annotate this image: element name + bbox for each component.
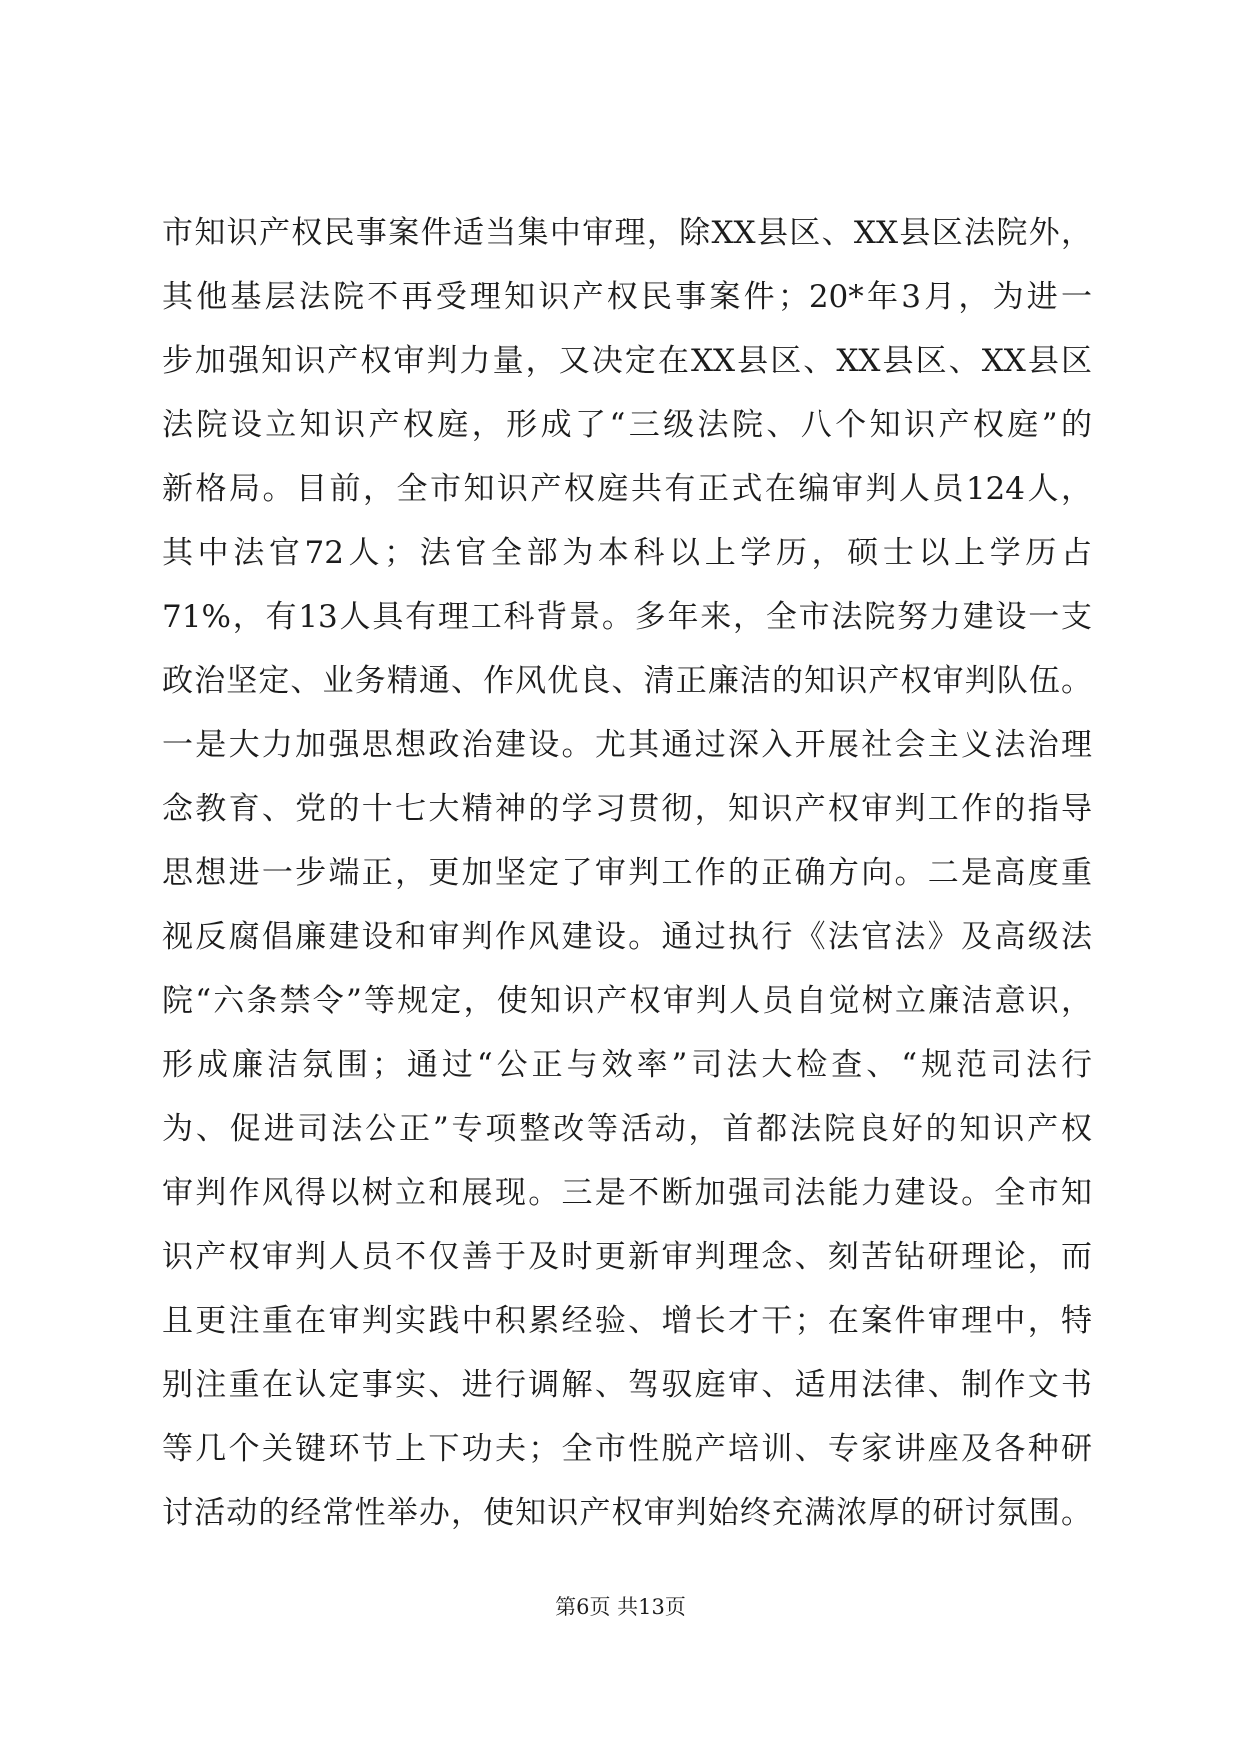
text-line: 识产权审判人员不仅善于及时更新审判理念、刻苦钻研理论，而 bbox=[162, 1239, 1092, 1275]
body-text bbox=[162, 201, 1092, 1545]
text-line: 政治坚定、业务精通、作风优良、清正廉洁的知识产权审判队伍。 bbox=[162, 663, 1092, 699]
text-line: 且更注重在审判实践中积累经验、增长才干；在案件审理中，特 bbox=[162, 1303, 1092, 1339]
text-line: 其他基层法院不再受理知识产权民事案件；20*年3月，为进一 bbox=[162, 279, 1092, 315]
text-line: 其中法官72人；法官全部为本科以上学历，硕士以上学历占 bbox=[162, 535, 1092, 571]
page-number-footer: 第6页 共13页 bbox=[555, 1595, 686, 1619]
text-line: 新格局。目前，全市知识产权庭共有正式在编审判人员124人， bbox=[162, 471, 1092, 507]
text-line: 视反腐倡廉建设和审判作风建设。通过执行《法官法》及高级法 bbox=[162, 919, 1092, 955]
text-line: 审判作风得以树立和展现。三是不断加强司法能力建设。全市知 bbox=[162, 1175, 1092, 1211]
text-line: 为、促进司法公正”专项整改等活动，首都法院良好的知识产权 bbox=[162, 1111, 1092, 1147]
text-line: 院“六条禁令”等规定，使知识产权审判人员自觉树立廉洁意识， bbox=[162, 983, 1092, 1019]
text-line: 形成廉洁氛围；通过“公正与效率”司法大检查、“规范司法行 bbox=[162, 1047, 1092, 1083]
text-line: 等几个关键环节上下功夫；全市性脱产培训、专家讲座及各种研 bbox=[162, 1431, 1092, 1467]
text-line: 法院设立知识产权庭，形成了“三级法院、八个知识产权庭”的 bbox=[162, 407, 1092, 443]
text-line: 一是大力加强思想政治建设。尤其通过深入开展社会主义法治理 bbox=[162, 727, 1092, 763]
text-line: 别注重在认定事实、进行调解、驾驭庭审、适用法律、制作文书 bbox=[162, 1367, 1092, 1403]
text-line: 市知识产权民事案件适当集中审理，除XX县区、XX县区法院外， bbox=[162, 215, 1092, 251]
text-line: 步加强知识产权审判力量，又决定在XX县区、XX县区、XX县区 bbox=[162, 343, 1092, 379]
text-line: 71%，有13人具有理工科背景。多年来，全市法院努力建设一支 bbox=[162, 599, 1092, 635]
text-line: 讨活动的经常性举办，使知识产权审判始终充满浓厚的研讨氛围。 bbox=[162, 1495, 1092, 1531]
text-line: 念教育、党的十七大精神的学习贯彻，知识产权审判工作的指导 bbox=[162, 791, 1092, 827]
text-line: 思想进一步端正，更加坚定了审判工作的正确方向。二是高度重 bbox=[162, 855, 1092, 891]
